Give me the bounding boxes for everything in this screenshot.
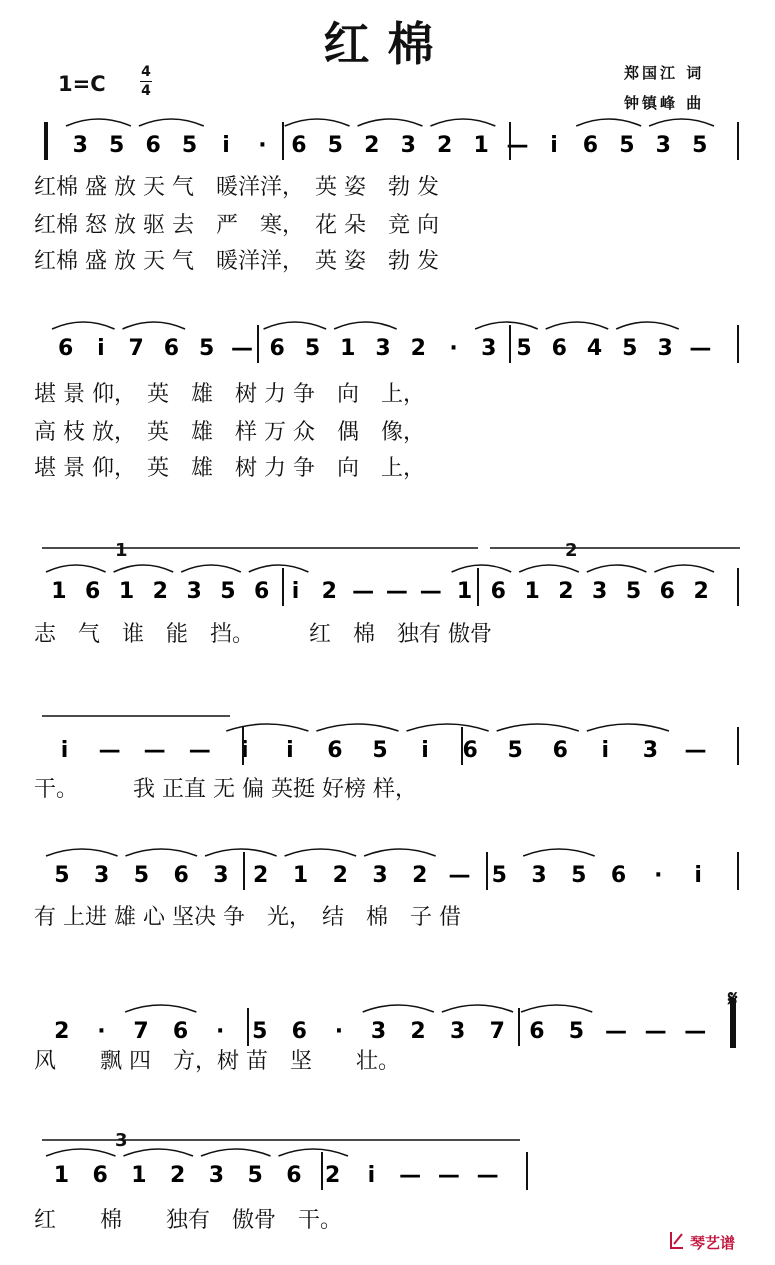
slur-arc: [46, 1149, 116, 1156]
note: 5: [247, 1163, 263, 1188]
note: —: [188, 738, 211, 763]
note: 5: [571, 863, 587, 888]
note: 4: [586, 336, 603, 361]
note: 7: [128, 336, 144, 361]
note: 6: [57, 336, 74, 361]
piano-logo-icon: [668, 1230, 686, 1250]
slur-arc: [616, 322, 679, 329]
note: 2: [54, 1019, 70, 1044]
slur-arc: [205, 849, 277, 856]
slur-arc: [587, 724, 669, 731]
slur-arc: [521, 1005, 592, 1012]
note: 3: [372, 863, 388, 888]
slur-arc: [249, 565, 309, 572]
slur-arc: [654, 565, 714, 572]
note: i: [97, 336, 105, 361]
note: 3: [657, 336, 673, 361]
lyric-line: 堪 景 仰， 英 雄 树 力 争 向 上，: [34, 382, 425, 407]
lyric-line: 志 气 谁 能 挡。 红 棉 独有 傲骨: [34, 622, 492, 647]
note: 5: [568, 1019, 585, 1044]
lyricist-credit: 郑国江 词: [624, 64, 705, 82]
lyric-line: 干。 我 正直 无 偏 英挺 好榜 样，: [34, 777, 417, 802]
note: i: [601, 738, 610, 763]
slur-arc: [587, 565, 647, 572]
note: 2: [410, 336, 426, 361]
note: 5: [304, 336, 321, 361]
note: 5: [181, 133, 198, 158]
lyric-line: 红 棉 独有 傲骨 干。: [34, 1208, 343, 1233]
note: ·: [215, 1019, 225, 1044]
note: —: [689, 336, 712, 361]
note: —: [605, 1019, 628, 1044]
note: ·: [654, 863, 663, 888]
note: 1: [53, 1163, 70, 1188]
note: 3: [375, 336, 391, 361]
note: 5: [692, 133, 708, 158]
note: ·: [449, 336, 458, 361]
note: 5: [622, 336, 638, 361]
slur-arc: [124, 1149, 194, 1156]
note: 5: [491, 863, 507, 888]
note: 5: [619, 133, 635, 158]
lyric-line: 有 上进 雄 心 坚决 争 光， 结 棉 子 借: [34, 905, 461, 930]
slur-arc: [316, 724, 398, 731]
note: 2: [253, 863, 269, 888]
note: i: [222, 133, 230, 158]
note: 2: [558, 579, 574, 604]
note: —: [437, 1163, 460, 1188]
note: i: [241, 738, 249, 763]
note: 5: [252, 1019, 268, 1044]
slur-arc: [46, 849, 118, 856]
note: 6: [551, 336, 567, 361]
slur-arc: [475, 322, 538, 329]
note: —: [98, 738, 121, 763]
note: 6: [92, 1163, 108, 1188]
note: 3: [186, 579, 202, 604]
note: 2: [332, 863, 348, 888]
note: 3: [481, 336, 497, 361]
song-title: 红棉: [323, 17, 452, 71]
note: —: [399, 1163, 422, 1188]
slur-arc: [126, 849, 198, 856]
note: 3: [93, 863, 110, 888]
note: 3: [592, 579, 608, 604]
note: 3: [450, 1019, 466, 1044]
note: —: [352, 579, 375, 604]
note: 6: [659, 579, 675, 604]
note: 5: [54, 863, 70, 888]
note: —: [419, 579, 442, 604]
note: 3: [213, 863, 229, 888]
slur-arc: [46, 565, 106, 572]
note: i: [694, 863, 702, 888]
note: —: [684, 1019, 707, 1044]
note: i: [421, 738, 429, 763]
note: —: [506, 133, 529, 158]
meter-bottom: 4: [141, 83, 151, 99]
note: 2: [169, 1163, 186, 1188]
note: 6: [286, 1163, 302, 1188]
note: 2: [412, 863, 428, 888]
note: 1: [292, 863, 309, 888]
note: 6: [327, 738, 343, 763]
note: 2: [410, 1019, 426, 1044]
lyric-line: 红棉 盛 放 天 气 暖洋洋， 英 姿 勃 发: [34, 249, 439, 274]
logo-text: 琴艺谱: [690, 1234, 736, 1252]
note: 6: [529, 1019, 545, 1044]
slur-arc: [52, 322, 115, 329]
slur-arc: [546, 322, 609, 329]
slur-arc: [519, 565, 579, 572]
slur-arc: [201, 1149, 271, 1156]
slur-arc: [123, 322, 186, 329]
slur-arc: [576, 119, 641, 126]
note: 5: [507, 738, 523, 763]
note: —: [448, 863, 471, 888]
note: 7: [489, 1019, 505, 1044]
note: 6: [462, 738, 478, 763]
note: 6: [172, 1019, 189, 1044]
slur-arc: [497, 724, 579, 731]
slur-arc: [181, 565, 241, 572]
note: 5: [327, 133, 343, 158]
lyric-line: 红棉 盛 放 天 气 暖洋洋， 英 姿 勃 发: [34, 175, 439, 200]
note: —: [644, 1019, 667, 1044]
slur-arc: [264, 322, 327, 329]
slur-arc: [66, 119, 131, 126]
note: 5: [109, 133, 125, 158]
slur-arc: [285, 119, 350, 126]
note: 6: [254, 579, 270, 604]
note: ·: [97, 1019, 106, 1044]
note: 1: [524, 579, 540, 604]
lyric-line: 红棉 怒 放 驱 去 严 寒， 花 朵 竞 向: [34, 213, 439, 238]
note: —: [684, 738, 707, 763]
repeat-start-bar: [44, 122, 48, 160]
note: 2: [324, 1163, 341, 1188]
note: 1: [456, 579, 473, 604]
volta-2-label: 2: [565, 540, 578, 561]
note: 5: [516, 336, 532, 361]
slur-arc: [114, 565, 174, 572]
note: 7: [133, 1019, 149, 1044]
slur-arc: [125, 1005, 196, 1012]
note: i: [550, 133, 558, 158]
note: 5: [199, 336, 215, 361]
volta-3-label: 3: [115, 1130, 128, 1151]
slur-arc: [226, 724, 308, 731]
slur-arc: [442, 1005, 513, 1012]
note: —: [143, 738, 166, 763]
note: 6: [85, 579, 101, 604]
note: 6: [610, 863, 627, 888]
note: 3: [642, 738, 659, 763]
note: ·: [334, 1019, 344, 1044]
slur-arc: [523, 849, 595, 856]
note: 3: [400, 133, 416, 158]
note: 6: [291, 1019, 307, 1044]
note: i: [286, 738, 294, 763]
note: 6: [582, 133, 599, 158]
note: —: [230, 336, 253, 361]
slur-arc: [279, 1149, 349, 1156]
slur-arc: [285, 849, 357, 856]
volta-1-label: 1: [115, 540, 128, 561]
note: 1: [51, 579, 67, 604]
note: —: [476, 1163, 499, 1188]
note: 2: [152, 579, 168, 604]
note: 3: [208, 1163, 225, 1188]
slur-arc: [452, 565, 512, 572]
slur-arc: [363, 1005, 434, 1012]
meter-top: 4: [141, 64, 151, 80]
note: 2: [437, 133, 453, 158]
note: 1: [118, 579, 135, 604]
note: ·: [258, 133, 267, 158]
note: 6: [163, 336, 180, 361]
lyric-line: 高 枝 放， 英 雄 样 万 众 偶 像，: [34, 420, 425, 445]
note: 6: [173, 863, 189, 888]
note: i: [367, 1163, 376, 1188]
note: 2: [321, 579, 337, 604]
composer-credit: 钟镇峰 曲: [624, 94, 705, 112]
note: 3: [531, 863, 547, 888]
note: i: [60, 738, 69, 763]
slur-arc: [358, 119, 423, 126]
note: 6: [552, 738, 568, 763]
lyric-line: 堪 景 仰， 英 雄 树 力 争 向 上，: [34, 456, 425, 481]
note: 6: [269, 336, 285, 361]
note: i: [291, 579, 300, 604]
note: 3: [370, 1019, 387, 1044]
lyric-line: 风 飘 四 方，树 苗 坚 壮。: [34, 1049, 400, 1074]
note: —: [385, 579, 408, 604]
segno-icon: 𝄋: [728, 987, 738, 1012]
note: 5: [625, 579, 642, 604]
note: 5: [220, 579, 236, 604]
note: 5: [133, 863, 150, 888]
slur-arc: [139, 119, 204, 126]
note: 2: [364, 133, 380, 158]
note: 6: [490, 579, 506, 604]
slur-arc: [407, 724, 489, 731]
note: 3: [72, 133, 88, 158]
slur-arc: [649, 119, 714, 126]
note: 1: [340, 336, 356, 361]
note: 3: [655, 133, 671, 158]
slur-arc: [430, 119, 495, 126]
note: 1: [473, 133, 489, 158]
note: 2: [693, 579, 709, 604]
slur-arc: [334, 322, 397, 329]
slur-arc: [364, 849, 436, 856]
note: 6: [145, 133, 161, 158]
key-signature: 1=C: [58, 72, 106, 96]
note: 6: [291, 133, 307, 158]
note: 1: [131, 1163, 147, 1188]
note: 5: [372, 738, 388, 763]
